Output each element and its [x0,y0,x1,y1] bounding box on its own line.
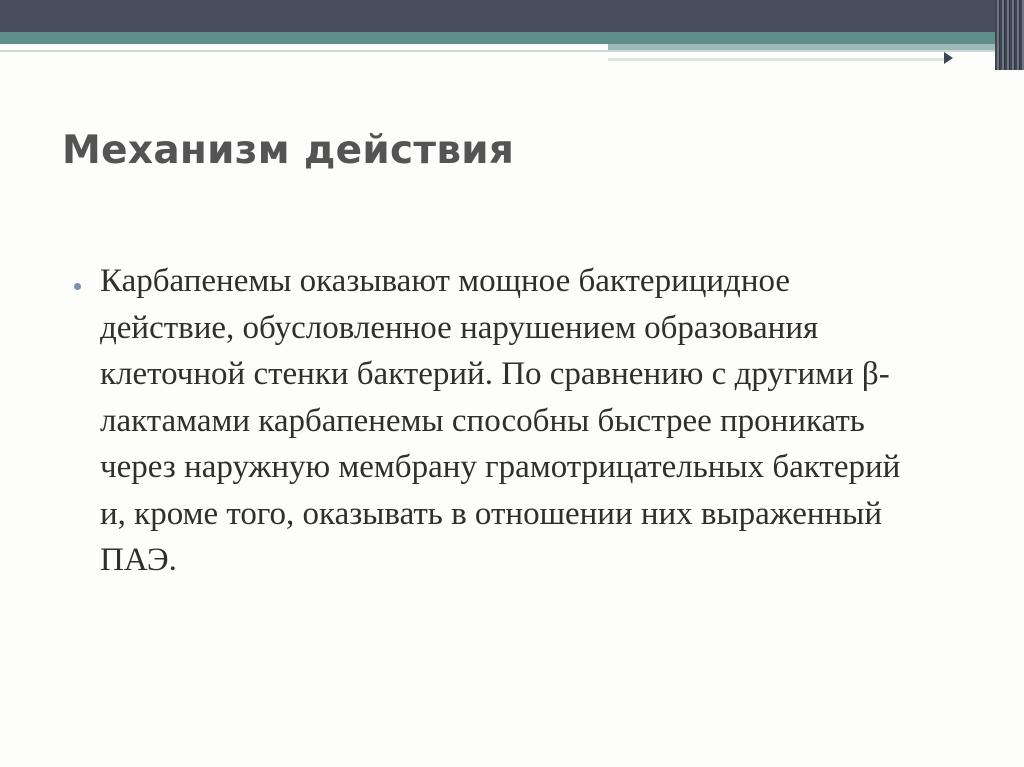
bullet-text: Карбапенемы оказывают мощное бактерицидное действие, обусловленное нарушением образования клеточной стенки бактерий. По сравнению с другими β-лактамами карбапенемы способны быстрее проникать через наружную мембрану грамотрицательных бактерий и, кроме того, оказывать в отношении них выраженный ПАЭ. [100,263,901,578]
slide-body [70,258,970,584]
header-accent-line [608,58,948,61]
slide-title: Механизм действия [62,128,515,173]
header-edge-stripes [995,0,1024,70]
bullet-item [70,258,970,584]
header-band-teal [0,32,1000,44]
bullet-dot-icon [74,283,81,290]
header-divider-line [0,50,1000,52]
triangle-arrow-icon [944,52,953,64]
header-band-dark [0,0,1024,32]
